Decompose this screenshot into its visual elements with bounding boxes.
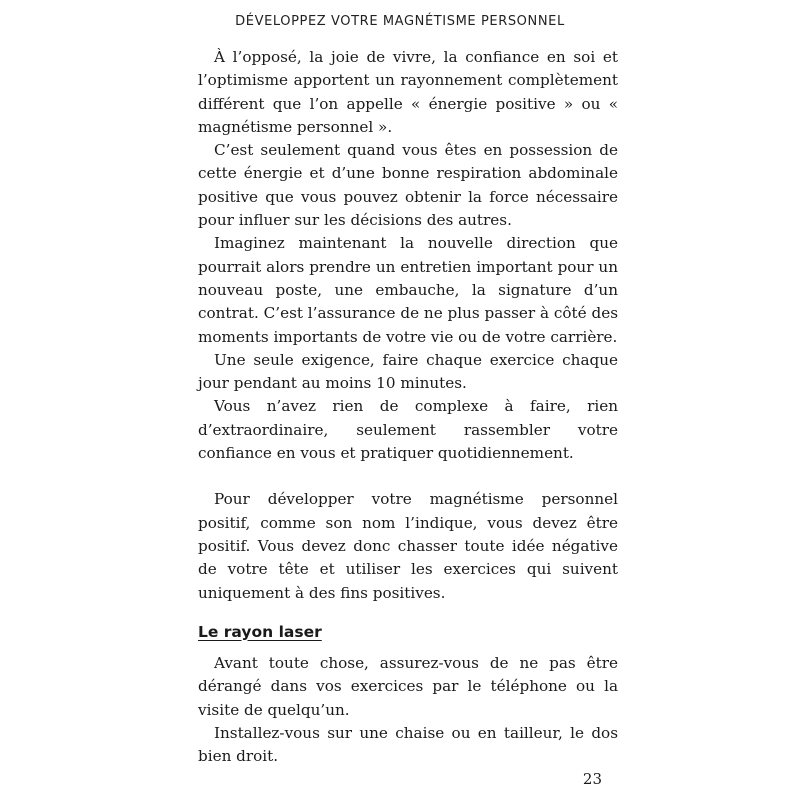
paragraph: Pour développer votre magnétisme personnel positif, comme son nom l’indique, vous devez être positif. Vous devez donc chasser toute idée négative de votre tête et utiliser les exercices qui suivent uniquement à des fins positives. (198, 490, 618, 602)
body-text (198, 46, 618, 769)
paragraph-spacer (198, 465, 618, 488)
running-header: DÉVELOPPEZ VOTRE MAGNÉTISME PERSONNEL (235, 14, 565, 29)
paragraph: Installez-vous sur une chaise ou en tailleur, le dos bien droit. (198, 724, 618, 766)
section-heading: Le rayon laser (198, 622, 322, 641)
page-number: 23 (582, 770, 602, 788)
paragraph: Avant toute chose, assurez-vous de ne pas être dérangé dans vos exercices par le téléphone ou la visite de quelqu’un. (198, 654, 618, 719)
paragraph: Imaginez maintenant la nouvelle direction que pourrait alors prendre un entretien important pour un nouveau poste, une embauche, la signature d’un contrat. C’est l’assurance de ne plus passer à côté des moments importants de votre vie ou de votre carrière. (198, 234, 618, 346)
paragraph: Vous n’avez rien de complexe à faire, rien d’extraordinaire, seulement rassembler votre confiance en vous et pratiquer quotidiennement. (198, 397, 618, 463)
paragraph: C’est seulement quand vous êtes en possession de cette énergie et d’une bonne respiration abdominale positive que vous pouvez obtenir la force nécessaire pour influer sur les décisions des autres. (198, 141, 618, 230)
paragraph: Une seule exigence, faire chaque exercice chaque jour pendant au moins 10 minutes. (198, 350, 618, 393)
paragraph: À l’opposé, la joie de vivre, la confiance en soi et l’optimisme apportent un rayonnement complètement différent que l’on appelle « énergie positive » ou « magnétisme personnel ». (198, 48, 618, 136)
